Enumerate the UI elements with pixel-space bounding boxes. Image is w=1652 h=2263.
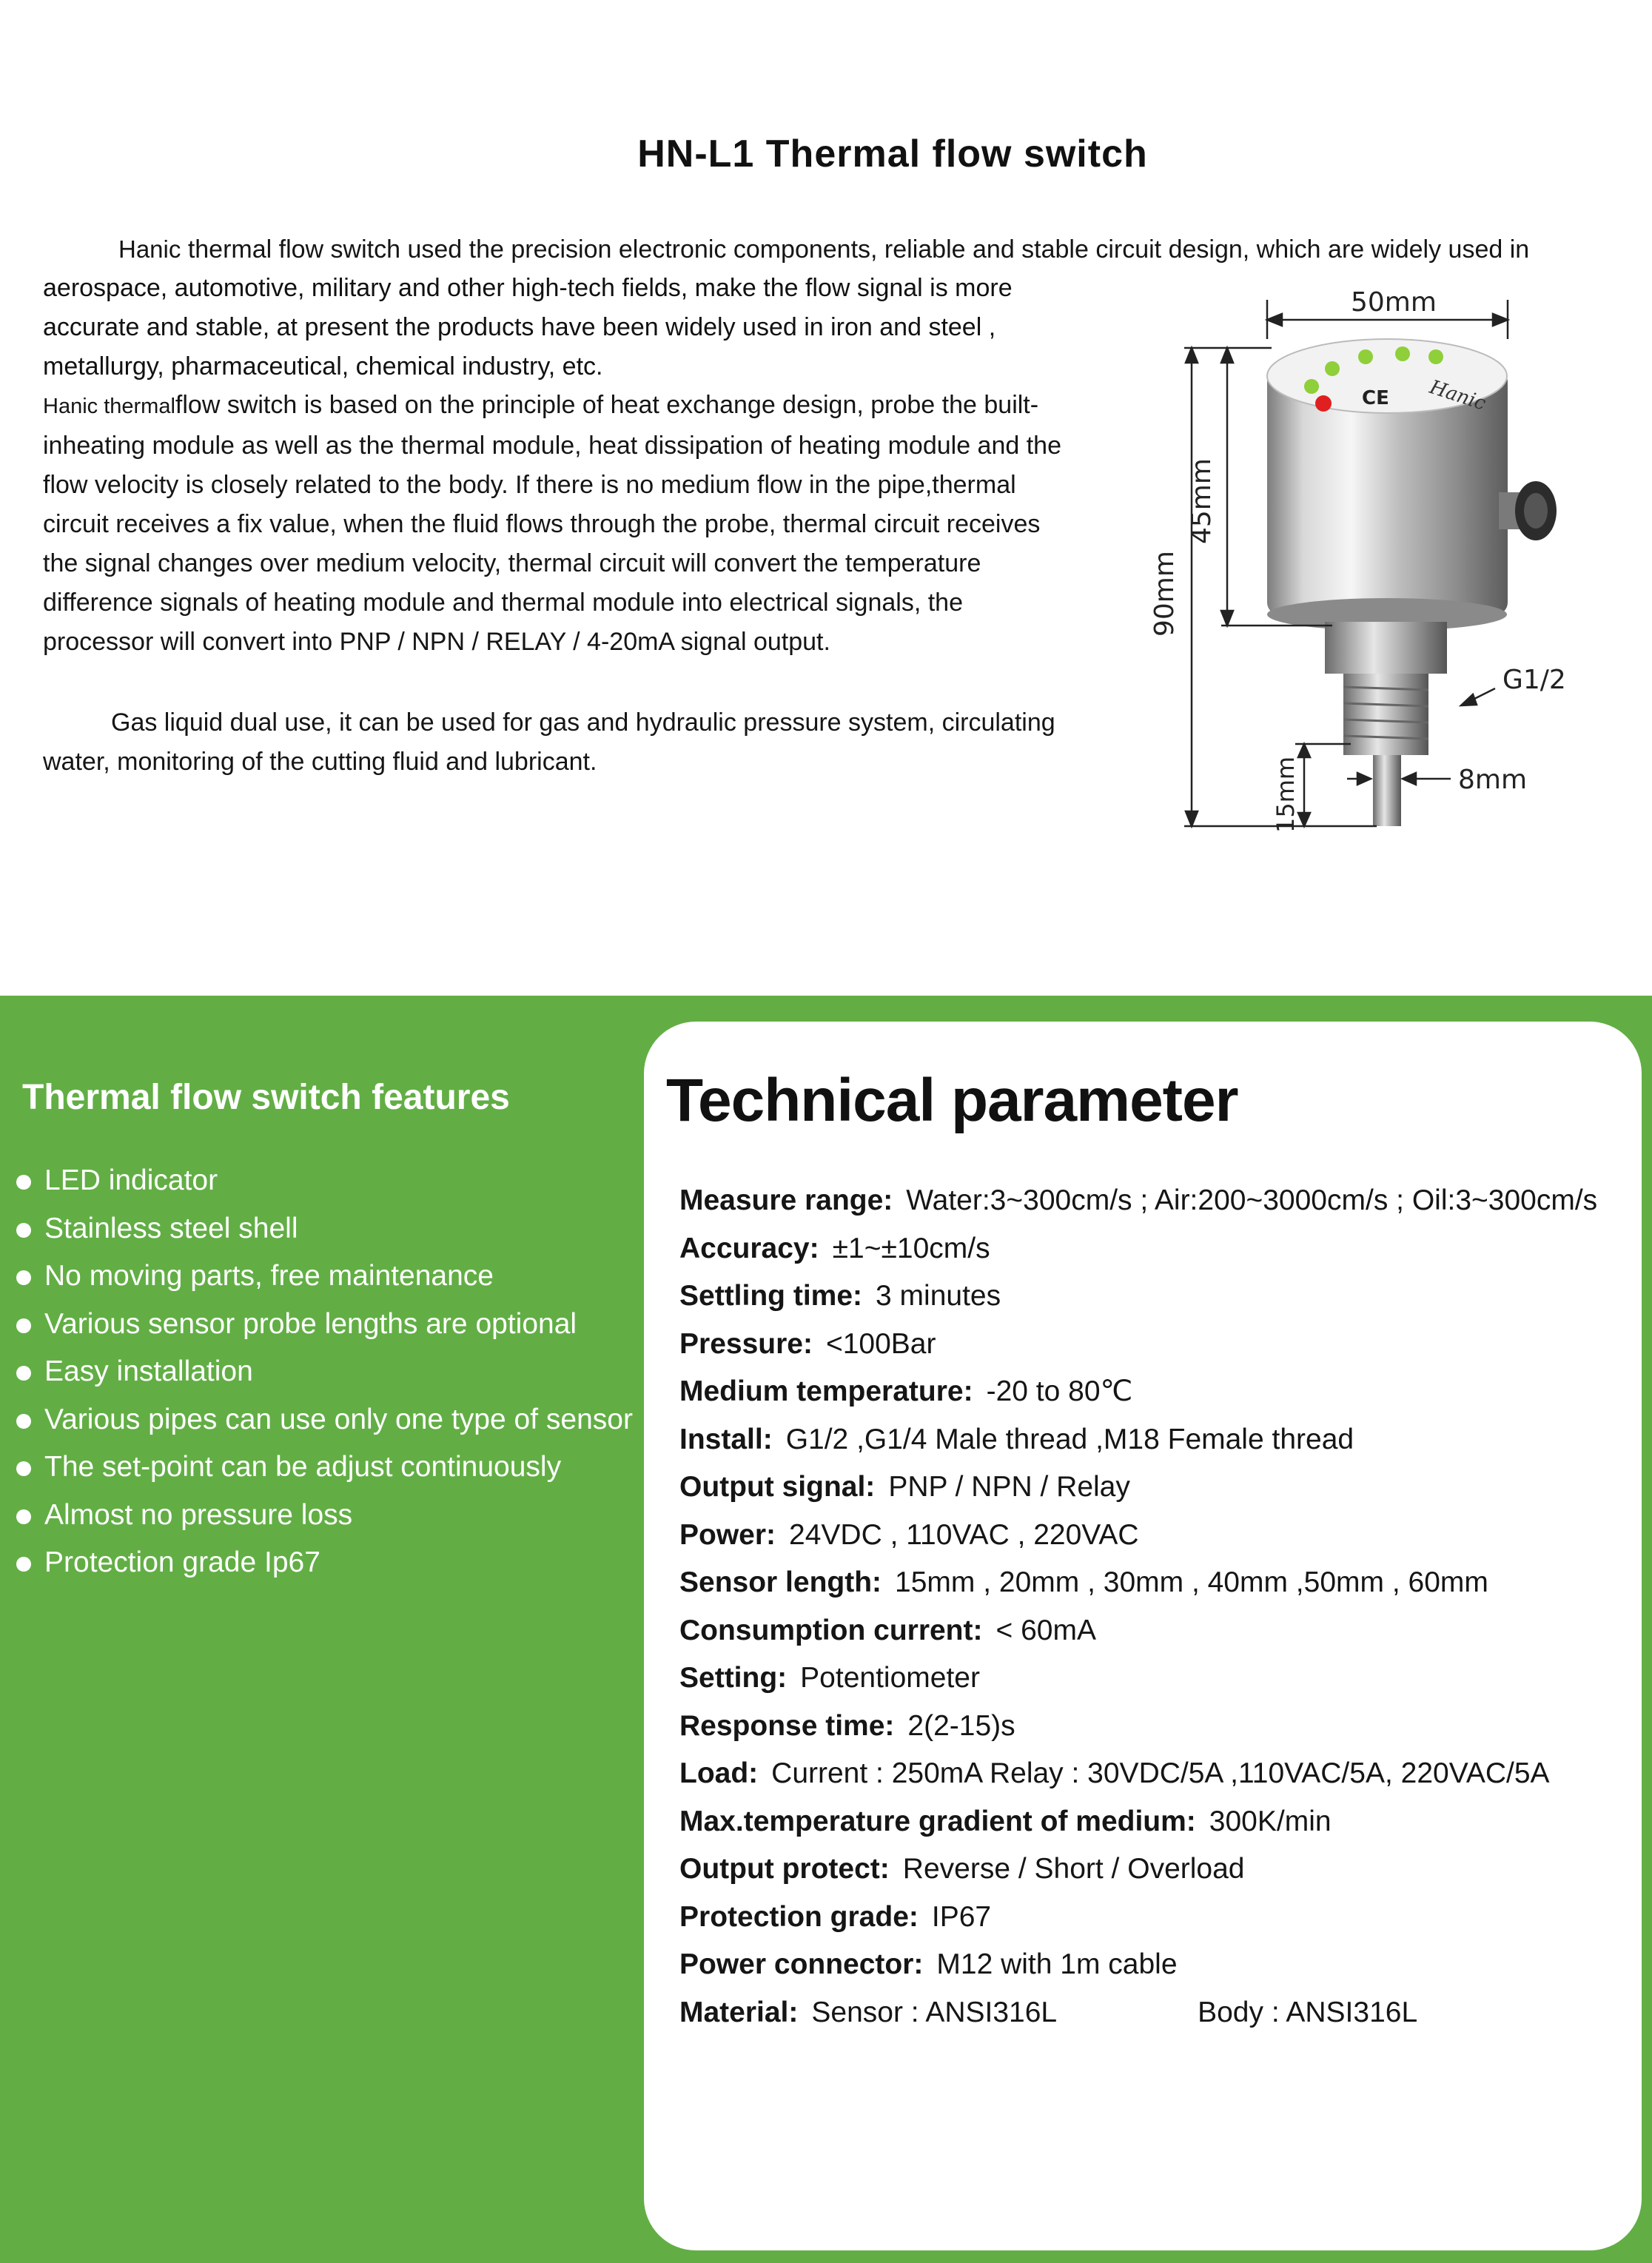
param-key: Consumption current: <box>679 1614 983 1646</box>
intro-paragraph-1-rest: aerospace, automotive, military and other high-tech fields, make the flow signal is more accurate and stable, at present the products have been widely used in iron and steel , metallurgy, pharmaceutical, chemical industry, etc. <box>43 274 1013 380</box>
svg-text:CE: CE <box>1362 387 1389 409</box>
param-key: Protection grade: <box>679 1900 919 1933</box>
body-height-label: 45mm <box>1186 458 1217 544</box>
param-row <box>679 1177 1597 1225</box>
features-title: Thermal flow switch features <box>22 1078 510 1117</box>
param-row <box>679 1464 1597 1512</box>
param-value: IP67 <box>931 1900 992 1933</box>
param-row <box>679 1368 1597 1416</box>
param-value-body: Body : ANSI316L <box>1198 1996 1418 2028</box>
feature-item: LED indicator <box>15 1157 633 1205</box>
feature-item: Almost no pressure loss <box>15 1492 633 1540</box>
param-row <box>679 1225 1597 1273</box>
param-value: < 60mA <box>995 1614 1096 1646</box>
param-value: Current : 250mA Relay : 30VDC/5A ,110VAC/5A, 220VAC/5A <box>771 1757 1550 1789</box>
param-key: Medium temperature: <box>679 1375 973 1407</box>
param-key: Response time: <box>679 1709 895 1742</box>
page-title: HN-L1 Thermal flow switch <box>637 133 1148 175</box>
param-value: M12 with 1m cable <box>936 1948 1178 1980</box>
technical-parameter-title: Technical parameter <box>666 1067 1238 1134</box>
feature-item: The set-point can be adjust continuously <box>15 1444 633 1492</box>
brand-name: Hanic <box>118 235 181 263</box>
brand-name-2: Hanic thermal <box>43 395 175 418</box>
param-value: Water:3~300cm/s ; Air:200~3000cm/s ; Oil:3~300cm/s <box>906 1184 1598 1216</box>
param-value: G1/2 ,G1/4 Male thread ,M18 Female thread <box>785 1423 1354 1455</box>
probe-diameter-label: 8mm <box>1458 765 1528 795</box>
param-row <box>679 1512 1597 1560</box>
param-value: 2(2-15)s <box>907 1709 1015 1742</box>
param-value: 24VDC , 110VAC , 220VAC <box>789 1518 1139 1551</box>
sensor-body <box>1267 339 1508 631</box>
param-key: Sensor length: <box>679 1566 882 1598</box>
intro-paragraph-1 <box>43 229 1627 269</box>
param-row <box>679 1894 1597 1942</box>
param-key: Max.temperature gradient of medium: <box>679 1805 1196 1837</box>
param-row <box>679 1989 1597 2037</box>
param-key: Output signal: <box>679 1471 876 1503</box>
intro-paragraph-3 <box>43 703 1079 782</box>
param-key: Pressure: <box>679 1327 813 1360</box>
height-label: 90mm <box>1149 551 1180 637</box>
param-row <box>679 1654 1597 1703</box>
probe-length-label: 15mm <box>1272 756 1300 833</box>
param-value: Reverse / Short / Overload <box>902 1853 1245 1885</box>
feature-item: No moving parts, free maintenance <box>15 1253 633 1301</box>
param-value: 3 minutes <box>876 1280 1001 1312</box>
param-row <box>679 1273 1597 1321</box>
param-key: Output protect: <box>679 1853 890 1885</box>
param-row <box>679 1798 1597 1846</box>
param-row <box>679 1321 1597 1369</box>
param-row <box>679 1845 1597 1894</box>
feature-item: Stainless steel shell <box>15 1205 633 1253</box>
feature-item: Various pipes can use only one type of sensor <box>15 1396 633 1444</box>
param-row <box>679 1559 1597 1607</box>
thread-label: G1/2 <box>1502 665 1566 695</box>
feature-item: Various sensor probe lengths are optional <box>15 1301 633 1349</box>
param-row <box>679 1703 1597 1751</box>
param-key: Power connector: <box>679 1948 924 1980</box>
param-value: <100Bar <box>825 1327 936 1360</box>
feature-item: Protection grade Ip67 <box>15 1539 633 1587</box>
features-list <box>15 1157 633 1587</box>
feature-item: Easy installation <box>15 1348 633 1396</box>
intro-paragraph-3-text: Gas liquid dual use, it can be used for gas and hydraulic pressure system, circulating water, monitoring of the cutting fluid and lubricant. <box>43 708 1055 776</box>
param-value: -20 to 80℃ <box>986 1375 1133 1407</box>
param-key: Accuracy: <box>679 1232 819 1264</box>
param-key: Load: <box>679 1757 759 1789</box>
param-value: Sensor : ANSI316L <box>811 1996 1058 2028</box>
param-key: Install: <box>679 1423 773 1455</box>
param-value: 15mm , 20mm , 30mm , 40mm ,50mm , 60mm <box>895 1566 1488 1598</box>
intro-paragraph-2 <box>43 386 1079 662</box>
param-key: Power: <box>679 1518 776 1551</box>
led-red-icon <box>1315 395 1332 412</box>
param-key: Settling time: <box>679 1280 863 1312</box>
product-dimension-diagram <box>1110 266 1643 844</box>
top-section <box>0 0 1652 996</box>
param-value: ±1~±10cm/s <box>832 1232 990 1264</box>
param-value: Potentiometer <box>800 1662 980 1694</box>
param-row <box>679 1607 1597 1655</box>
param-value: 300K/min <box>1209 1805 1332 1837</box>
param-value: PNP / NPN / Relay <box>888 1471 1130 1503</box>
param-row <box>679 1750 1597 1798</box>
technical-parameter-panel <box>644 1022 1642 2250</box>
param-key: Measure range: <box>679 1184 893 1216</box>
svg-text:Hanic: Hanic <box>1426 376 1489 415</box>
intro-line-1: thermal flow switch used the precision electronic components, reliable and stable circuit design, which are widely used in <box>181 235 1530 264</box>
param-key: Material: <box>679 1996 799 2028</box>
param-row <box>679 1416 1597 1464</box>
param-row <box>679 1941 1597 1989</box>
intro-paragraph-2-text: flow switch is based on the principle of heat exchange design, probe the built-inheating module as well as the thermal module, heat dissipation of heating module and the flow velocity is closely related to the body. If there is no medium flow in the pipe,thermal circuit receives a fix value, when the fluid flows through the probe, thermal circuit receives the signal changes over medium velocity, thermal circuit will convert the temperature difference signals of heating module and thermal module into electrical signals, the processor will convert into PNP / NPN / RELAY / 4-20mA signal output. <box>43 391 1061 656</box>
bottom-section <box>0 996 1652 2263</box>
param-key: Setting: <box>679 1662 788 1694</box>
parameter-list <box>679 1177 1597 2036</box>
thread-fitting <box>1325 622 1447 826</box>
width-label: 50mm <box>1351 287 1437 318</box>
led-green-icon <box>1304 379 1319 394</box>
